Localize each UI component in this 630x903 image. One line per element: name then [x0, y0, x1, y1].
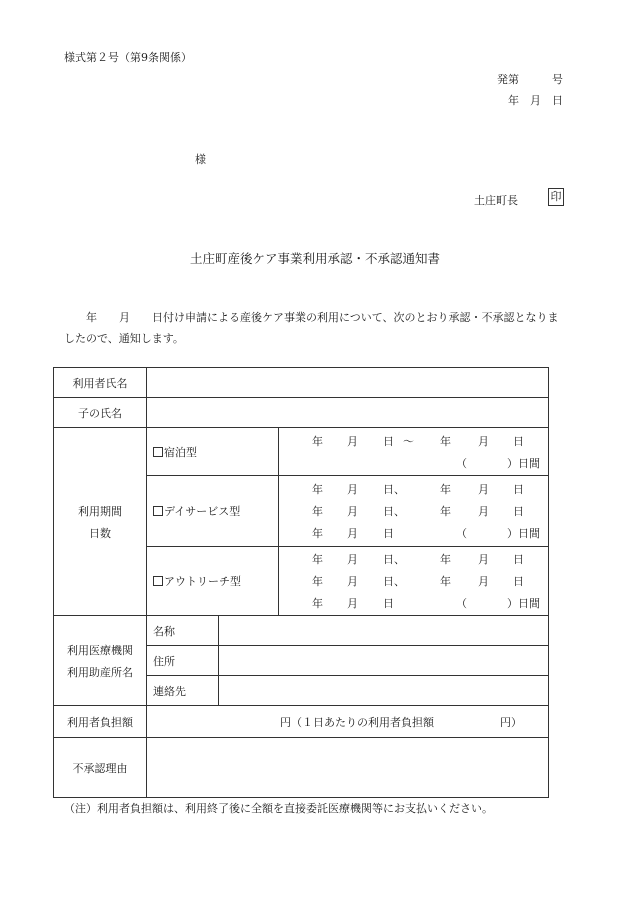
child-name-field[interactable]	[147, 398, 549, 428]
date-days-line	[279, 592, 548, 614]
date-day: 日	[383, 434, 394, 448]
reason-field[interactable]	[147, 738, 549, 798]
row-stay	[54, 428, 549, 476]
date-range-line	[279, 430, 548, 452]
days-paren-open: （	[456, 527, 467, 540]
date-year: 年	[440, 553, 451, 566]
date-year: 年	[440, 575, 451, 588]
date-year: 年	[312, 434, 323, 448]
day-service-dates[interactable]	[279, 476, 549, 547]
facility-address-label: 住所	[147, 646, 219, 676]
row-user-name	[54, 368, 549, 398]
burden-field[interactable]: 円（１日あたりの利用者負担額 円）	[147, 706, 549, 738]
date-year: 年	[312, 553, 323, 566]
type-outreach-label: アウトリーチ型	[164, 575, 241, 588]
date-line	[279, 478, 548, 500]
days-paren-open: （	[456, 456, 467, 470]
date-year: 年	[440, 483, 451, 496]
date-days-line	[279, 522, 548, 544]
row-facility-name	[54, 616, 549, 646]
date-month: 月	[347, 575, 358, 588]
facility-contact-field[interactable]	[219, 676, 549, 706]
row-reason	[54, 738, 549, 798]
date-year: 年	[312, 527, 323, 540]
date-year: 年	[440, 505, 451, 518]
row-burden	[54, 706, 549, 738]
facility-label-line1: 利用医療機関	[67, 643, 133, 657]
date-month: 月	[478, 575, 489, 588]
reason-label: 不承認理由	[54, 738, 147, 798]
checkbox-icon[interactable]	[153, 506, 163, 516]
seal-stamp-box: 印	[548, 188, 564, 206]
row-child-name	[54, 398, 549, 428]
outreach-dates[interactable]	[279, 547, 549, 616]
type-day-service[interactable]	[147, 476, 279, 547]
sender-mayor: 土庄町長	[474, 194, 518, 207]
date-day: 日、	[383, 575, 405, 588]
days-paren-open: （	[456, 597, 467, 610]
date-month: 月	[478, 434, 489, 448]
form-number-label: 様式第２号（第9条関係）	[64, 51, 192, 64]
date-day: 日	[383, 527, 394, 540]
date-month: 月	[347, 434, 358, 448]
facility-name-field[interactable]	[219, 616, 549, 646]
child-name-label: 子の氏名	[54, 398, 147, 428]
intro-paragraph: 年 月 日付け申請による産後ケア事業の利用について、次のとおり承認・不承認となりましたので、通知します。	[64, 311, 559, 345]
form-table	[53, 367, 549, 798]
checkbox-icon[interactable]	[153, 447, 163, 457]
facility-name-label: 名称	[147, 616, 219, 646]
type-stay-label: 宿泊型	[164, 445, 197, 459]
type-outreach[interactable]	[147, 547, 279, 616]
date-month: 月	[478, 483, 489, 496]
date-month: 月	[347, 483, 358, 496]
date-year: 年	[312, 597, 323, 610]
date-day: 日、	[383, 505, 405, 518]
document-title: 土庄町産後ケア事業利用承認・不承認通知書	[189, 251, 440, 266]
days-paren-close: ）日間	[507, 597, 540, 610]
date-tilde: ～	[403, 434, 414, 448]
days-paren-close: ）日間	[507, 527, 540, 540]
period-label-line1: 利用期間	[78, 504, 122, 518]
issue-number: 発第 号	[497, 73, 563, 86]
facility-label-line2: 利用助産所名	[67, 665, 133, 679]
date-day: 日	[513, 483, 524, 496]
date-month: 月	[478, 505, 489, 518]
date-day: 日、	[383, 553, 405, 566]
date-day: 日	[383, 597, 394, 610]
date-month: 月	[347, 527, 358, 540]
date-year: 年	[312, 505, 323, 518]
burden-label: 利用者負担額	[54, 706, 147, 738]
date-day: 日	[513, 575, 524, 588]
date-year: 年	[312, 483, 323, 496]
date-month: 月	[347, 505, 358, 518]
type-day-label: デイサービス型	[164, 505, 241, 518]
period-label	[54, 428, 147, 616]
facility-label	[54, 616, 147, 706]
facility-contact-label: 連絡先	[147, 676, 219, 706]
date-year: 年	[312, 575, 323, 588]
date-line	[279, 500, 548, 522]
date-line	[279, 570, 548, 592]
days-line	[279, 452, 548, 474]
days-paren-close: ）日間	[507, 456, 540, 470]
checkbox-icon[interactable]	[153, 576, 163, 586]
type-stay[interactable]	[147, 428, 279, 476]
date-day: 日	[513, 505, 524, 518]
date-day: 日、	[383, 483, 405, 496]
user-name-field[interactable]	[147, 368, 549, 398]
stay-dates[interactable]	[279, 428, 549, 476]
user-name-label: 利用者氏名	[54, 368, 147, 398]
recipient-honorific: 様	[195, 153, 206, 166]
date-month: 月	[347, 553, 358, 566]
footnote: （注）利用者負担額は、利用終了後に全額を直接委託医療機関等にお支払いください。	[64, 802, 493, 815]
facility-address-field[interactable]	[219, 646, 549, 676]
date-line	[279, 548, 548, 570]
issue-date: 年 月 日	[508, 94, 563, 107]
date-day: 日	[513, 553, 524, 566]
date-month: 月	[478, 553, 489, 566]
date-day: 日	[513, 434, 524, 448]
date-year: 年	[440, 434, 451, 448]
period-label-line2: 日数	[89, 526, 111, 540]
date-month: 月	[347, 597, 358, 610]
